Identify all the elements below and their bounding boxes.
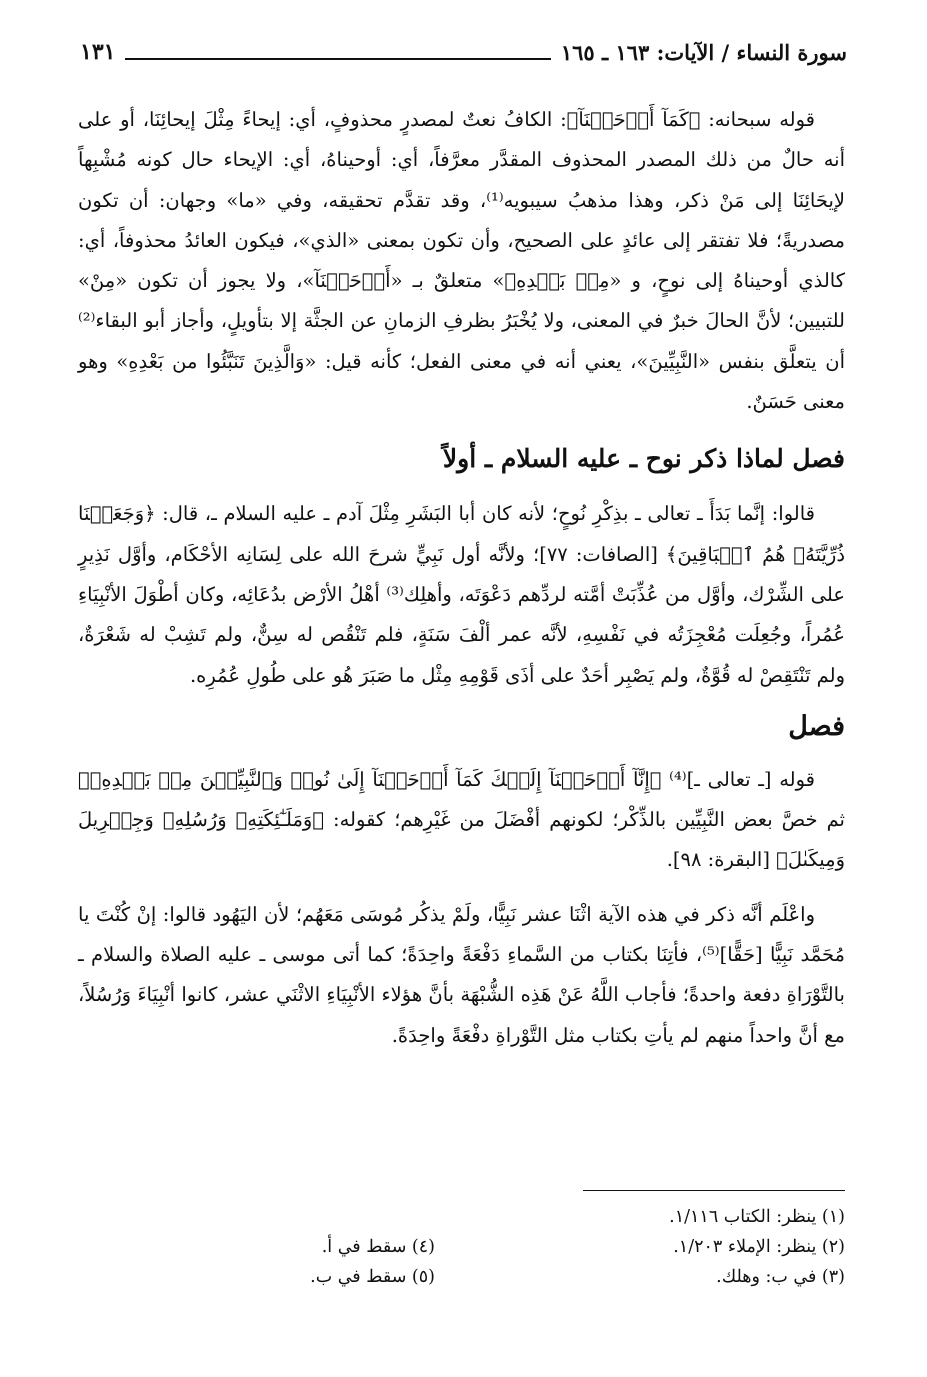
paragraph-fasl-1: قوله [ـ تعالى ـ]⁽⁴⁾ ﴿إِنَّآ أَوۡحَيۡنَآ إِلَيۡكَ كَمَآ أَوۡحَيۡنَآ إِلَىٰ نُوحٖ وَٱلنَّبِيِّـۧنَ مِنۢ بَعۡدِهِۦ﴾ ثم خصَّ بعض النَّبِيِّين بالذِّكْر؛ لكونهم أفْضَلَ من غَيْرِهم؛ كقوله: ﴿وَمَلَـٰٓئِكَتِهِۦ وَرُسُلِهِۦ وَجِبۡرِيلَ وَمِيكَىٰلَ﴾ [البقرة: ٩٨]. xyxy=(78,767,845,872)
footnote-3: (٣) في ب: وهلك. xyxy=(716,1267,845,1287)
paragraph-fasl-2: واعْلَم أنَّه ذكر في هذه الآية اثْنَا عشر نَبِيًّا، ولَمْ يذكُر مُوسَى مَعَهُم؛ لأن اليَهُود قالوا: إنْ كُنْتَ يا مُحَمَّد نَبِيًّا [حَقًّا]⁽⁵⁾، فأتِنَا بكتاب من السَّماءِ دَفْعَةً واحِدَةً؛ كما أتى موسى ـ عليه الصلاة والسلام ـ بالتَّوْرَاةِ دفعة واحدةً؛ فأجاب اللَّهُ عَنْ هَذِه الشُّبْهَة بأنَّ هؤلاء الأنْبِيَاءِ الاثْنَي عشر، كانوا أنْبِيَاءَ وَرُسُلاً، مع أنَّ واحداً منهم لم يأتِ بكتاب مثل التَّوْراةِ دفْعَةً واحِدَةً. xyxy=(78,902,845,1047)
footnotes-left-column xyxy=(135,1232,435,1292)
footnote-4: (٤) سقط في أ. xyxy=(321,1237,435,1257)
page-number: ١٣١ xyxy=(80,39,116,65)
footnote-2: (٢) ينظر: الإملاء ١/٢٠٣. xyxy=(673,1237,845,1257)
section-heading-fasl: فصل xyxy=(788,710,845,742)
footnotes-right-column xyxy=(545,1202,845,1292)
section-heading-noah: فصل لماذا ذكر نوح ـ عليه السلام ـ أولاً xyxy=(442,444,845,474)
header-rule xyxy=(125,58,550,60)
page-body xyxy=(78,100,845,1056)
paragraph-noah: قالوا: إنَّما بَدَأَ ـ تعالى ـ بذِكْرِ نُوحٍ؛ لأنه كان أبا البَشَرِ مِثْلَ آدم ـ عليه السلام ـ، قال: ﴿وَجَعَلۡنَا ذُرِّيَّتَهُۥ هُمُ ٱلۡبَاقِينَ﴾ [الصافات: ٧٧]؛ ولأنَّه أول نَبِيٍّ شرحَ الله على لِسَانِه الأحْكَام، وأوَّل نَذِيرٍ على الشِّرْك، وأوَّل من عُذِّبَتْ أمَّته لردِّهم دَعْوَتَه، وأهلِك⁽³⁾ أهْلُ الأرْض بدُعَائِه، وكان أطْوَلَ الأنْبِيَاءِ عُمُراً، وجُعِلَت مُعْجِزَتُه في نَفْسِهِ، لأنَّه عمر ألْفَ سَنَةٍ، فلم تَنْقُص له سِنٌّ، ولم تَشِبْ له شَعْرَةٌ، ولم تَنْتَقِصْ له قُوَّةٌ، ولم يَصْبِر أحَدٌ على أذَى قَوْمِهِ مِثْل ما صَبَرَ هُو على طُولِ عُمُرِه. xyxy=(78,502,845,687)
running-title: سورة النساء / الآيات: ١٦٣ ـ ١٦٥ xyxy=(560,39,847,65)
footnote-5: (٥) سقط في ب. xyxy=(310,1267,435,1287)
footnote-1: (١) ينظر: الكتاب ١/١١٦. xyxy=(669,1207,845,1227)
footnotes xyxy=(80,1202,845,1302)
running-header xyxy=(80,34,847,70)
paragraph-intro: قوله سبحانه: ﴿كَمَآ أَوۡحَيۡنَآ﴾: الكافُ نعتٌ لمصدرٍ محذوفٍ، أي: إيحاءً مِثْلَ إيحائِنَا، أو على أنه حالٌ من ذلك المصدر المحذوف المقدَّر معرَّفاً، أي: أوحيناهُ، أي: الإيحاء حال كونه مُشْبِهاً لإيحَائِنَا إلى مَنْ ذكر، وهذا مذهبُ سيبويه⁽¹⁾، وقد تقدَّم تحقيقه، وفي «ما» وجهان: أن تكون مصدريةً؛ فلا تفتقر إلى عائدٍ على الصحيح، وأن تكون بمعنى «الذي»، فيكون العائدُ محذوفاً، أي: كالذي أوحيناهُ إلى نوحٍ، و «مِنۢ بَعۡدِهِۦ» متعلقٌ بـ «أَوۡحَيۡنَآ»، ولا يجوز أن تكون «مِنْ» للتبيين؛ لأنَّ الحالَ خبرٌ في المعنى، ولا يُخْبَرُ بظرفِ الزمانِ عن الجثَّة إلا بتأويلٍ، وأجاز أبو البقاء⁽²⁾ أن يتعلَّق بنفس «النَّبِيِّينَ»، يعني أنه في معنى الفعل؛ كأنه قيل: «وَالَّذِينَ تَنَبَّئُوا من بَعْدِهِ» وهو معنى حَسَنٌ. xyxy=(78,108,845,414)
footnote-rule xyxy=(583,1190,845,1191)
